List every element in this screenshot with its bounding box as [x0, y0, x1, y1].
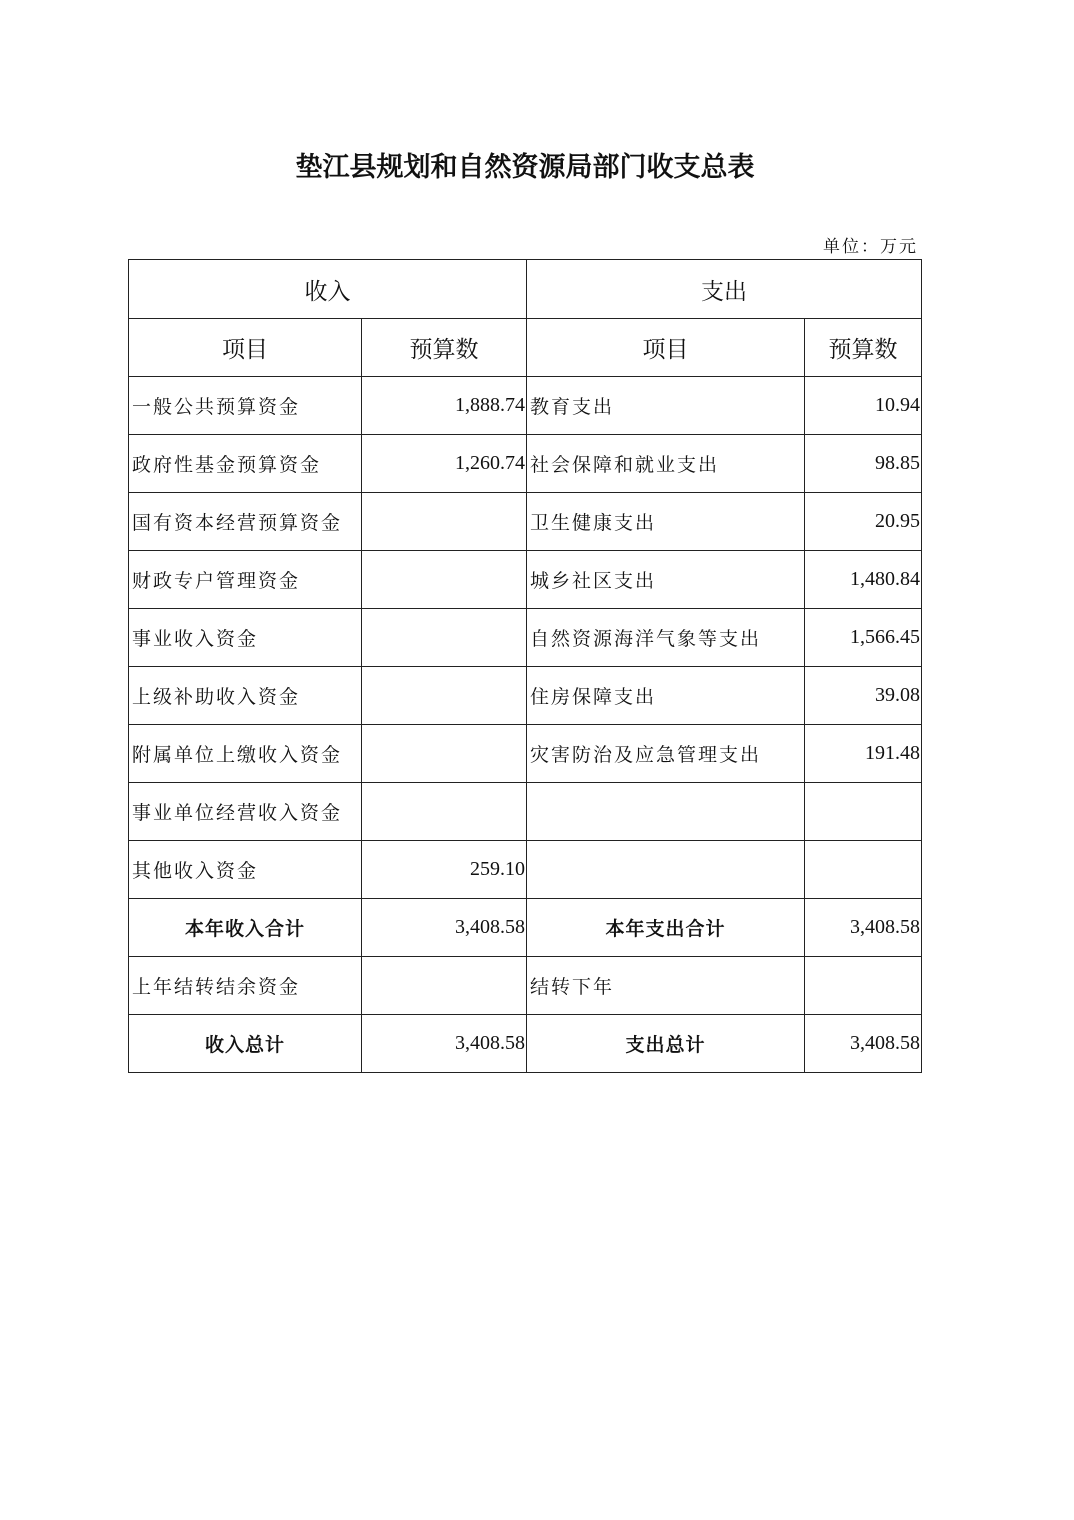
income-item-cell: 事业收入资金 [129, 609, 362, 667]
expense-carryover-label: 结转下年 [527, 957, 805, 1015]
table-row [129, 609, 922, 667]
income-value-cell [362, 551, 527, 609]
income-item-cell: 附属单位上缴收入资金 [129, 725, 362, 783]
table-row [129, 493, 922, 551]
income-section-header: 收入 [129, 260, 527, 319]
expense-year-total-label: 本年支出合计 [527, 899, 805, 957]
expense-item-cell: 灾害防治及应急管理支出 [527, 725, 805, 783]
expense-item-cell: 自然资源海洋气象等支出 [527, 609, 805, 667]
expense-item-header: 项目 [527, 319, 805, 377]
expense-year-total-value: 3,408.58 [805, 899, 922, 957]
expense-value-cell: 98.85 [805, 435, 922, 493]
expense-item-cell: 城乡社区支出 [527, 551, 805, 609]
page-title: 垫江县规划和自然资源局部门收支总表 [295, 152, 755, 183]
income-value-cell [362, 493, 527, 551]
income-value-cell [362, 725, 527, 783]
expense-section-header: 支出 [527, 260, 922, 319]
income-grand-total-label: 收入总计 [129, 1015, 362, 1073]
income-item-cell: 国有资本经营预算资金 [129, 493, 362, 551]
income-grand-total-value: 3,408.58 [362, 1015, 527, 1073]
income-value-cell: 1,260.74 [362, 435, 527, 493]
income-value-cell [362, 609, 527, 667]
income-value-cell: 259.10 [362, 841, 527, 899]
grand-total-row [129, 1015, 922, 1073]
table-row [129, 667, 922, 725]
table-row [129, 783, 922, 841]
table-row [129, 551, 922, 609]
section-header-row [129, 260, 922, 319]
income-item-cell: 其他收入资金 [129, 841, 362, 899]
expense-value-cell [805, 783, 922, 841]
income-year-total-value: 3,408.58 [362, 899, 527, 957]
expense-item-cell [527, 783, 805, 841]
expense-grand-total-value: 3,408.58 [805, 1015, 922, 1073]
income-item-cell: 一般公共预算资金 [129, 377, 362, 435]
income-item-cell: 事业单位经营收入资金 [129, 783, 362, 841]
income-item-header: 项目 [129, 319, 362, 377]
expense-value-cell: 10.94 [805, 377, 922, 435]
expense-value-cell: 1,480.84 [805, 551, 922, 609]
expense-item-cell [527, 841, 805, 899]
table-row [129, 435, 922, 493]
budget-summary-table [128, 259, 922, 1073]
income-value-cell: 1,888.74 [362, 377, 527, 435]
expense-value-cell: 191.48 [805, 725, 922, 783]
expense-value-cell [805, 841, 922, 899]
income-item-cell: 政府性基金预算资金 [129, 435, 362, 493]
income-value-cell [362, 783, 527, 841]
income-carryover-label: 上年结转结余资金 [129, 957, 362, 1015]
year-total-row [129, 899, 922, 957]
expense-item-cell: 卫生健康支出 [527, 493, 805, 551]
table-row [129, 377, 922, 435]
expense-value-cell: 1,566.45 [805, 609, 922, 667]
expense-grand-total-label: 支出总计 [527, 1015, 805, 1073]
table-row [129, 841, 922, 899]
income-year-total-label: 本年收入合计 [129, 899, 362, 957]
expense-item-cell: 住房保障支出 [527, 667, 805, 725]
income-budget-header: 预算数 [362, 319, 527, 377]
income-value-cell [362, 667, 527, 725]
income-item-cell: 财政专户管理资金 [129, 551, 362, 609]
income-carryover-value [362, 957, 527, 1015]
expense-budget-header: 预算数 [805, 319, 922, 377]
expense-item-cell: 社会保障和就业支出 [527, 435, 805, 493]
expense-carryover-value [805, 957, 922, 1015]
table-row [129, 725, 922, 783]
carryover-row [129, 957, 922, 1015]
column-header-row [129, 319, 922, 377]
unit-label: 单位：万元 [823, 237, 918, 257]
expense-value-cell: 39.08 [805, 667, 922, 725]
income-item-cell: 上级补助收入资金 [129, 667, 362, 725]
expense-value-cell: 20.95 [805, 493, 922, 551]
expense-item-cell: 教育支出 [527, 377, 805, 435]
